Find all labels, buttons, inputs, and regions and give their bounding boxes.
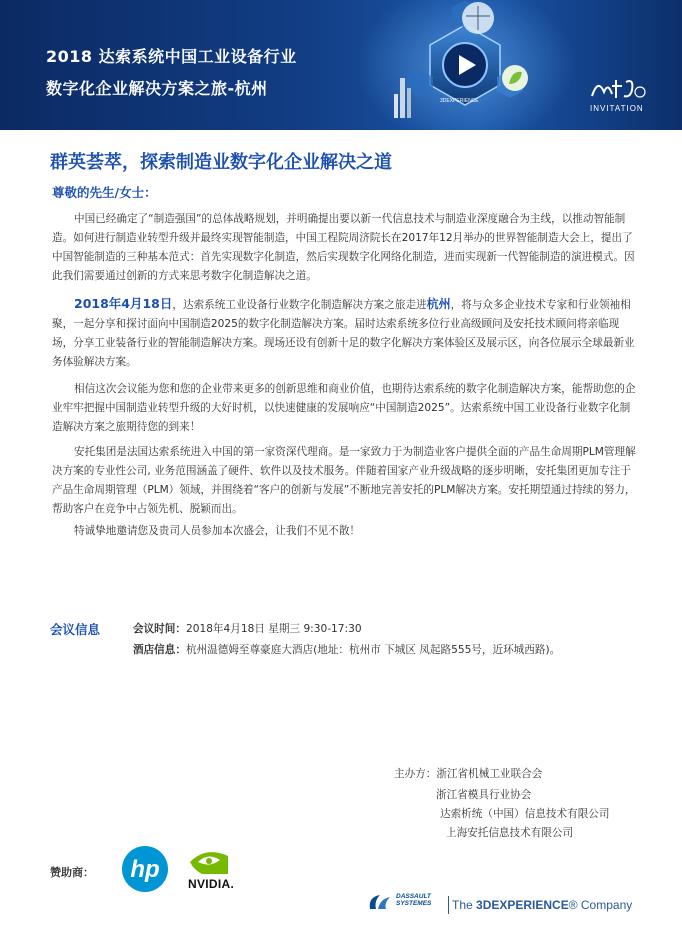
event-city: 杭州 [426,297,451,311]
svg-text:3DEXPERIENCE: 3DEXPERIENCE [440,98,479,104]
organizer-3: 达索析统（中国）信息技术有限公司 [440,808,610,820]
paragraph-antuo: 安托集团是法国达索系统进入中国的第一家资深代理商。是一家致力于为制造业客户提供全面的产品生命周期PLM管理解决方案的专业性公司, 业务范围涵盖了硬件、软件以及技术服务。伴随着国家产业升级战略的逐步明晰，安托集团更加专注于产品生命周期管理（PLM）领域，并围绕着“客户的创新与发展”不断地完善安托的PLM解决方案。安托期望通过持续的努力，帮助客户在竞争中占领先机、脱颖而出。 [52,446,636,515]
nvidia-eye-icon [188,846,234,876]
paragraph-intro: 中国已经确定了“制造强国”的总体战略规划，并明确提出要以新一代信息技术与制造业深度融合为主线，以推动智能制造。如何进行制造业转型升级并最终实现智能制造，中国工程院周济院长在2017年12月举办的世界智能制造大会上，提出了中国智能制造的三种基本范式：首先实现数字化制造，然后实现数字化网络化制造，进而实现新一代智能制造的演进模式。因此我们需要通过创新的方式来思考数字化制造解决之道。 [52,213,635,282]
nvidia-wordmark: NVIDIA. [188,877,235,891]
sponsors-label: 赞助商： [50,866,94,879]
meeting-info-label: 会议信息 [50,622,101,637]
paragraph-invite: 特诚挚地邀请您及贵司人员参加本次盛会，让我们不见不散！ [74,525,361,537]
paragraph-event [52,294,636,372]
salutation: 尊敬的先生/女士： [52,185,157,200]
dassault-tagline [452,898,632,912]
dassault-line1: DASSAULT [396,893,431,900]
organizer-4: 上海安托信息技术有限公司 [446,827,574,839]
meeting-hotel-value: 杭州温德姆至尊豪庭大酒店(地址：杭州市 下城区 凤起路555号，近环城西路)。 [185,644,561,656]
logo-divider [448,896,449,914]
event-text-b: ，将与众多企业技术专家和行业领袖相聚，一起分享和探讨面向中国制造2025的数字化制造解决方案。届时达索系统多位行业高级顾问及安托技术顾问将亲临现场，分享工业装备行业的智能制造解决方案。现场还设有创新十足的数字化解决方案体验区及展示区，向各位展示全球最新业务体验解决方案。 [52,299,635,368]
tagline-pre: The [452,898,477,912]
meeting-hotel [133,642,560,657]
meeting-time-label: 会议时间： [133,623,186,635]
organizer-2: 浙江省模具行业协会 [436,789,532,801]
meeting-hotel-label: 酒店信息： [133,644,186,656]
meeting-time [133,621,362,636]
tagline-post: ® Company [568,898,633,912]
hp-logo-icon [121,845,169,893]
header-banner [0,0,682,130]
tagline-brand: 3DEXPERIENCE [476,898,569,912]
paragraph-value: 相信这次会议能为您和您的企业带来更多的创新思维和商业价值，也期待达索系统的数字化制造解决方案，能帮助您的企业牢牢把握中国制造业转型升级的大好时机，以快速健康的发展响应“中国制造2025”。达索系统中国工业设备行业数字化制造解决方案之旅期待您的到来！ [52,383,636,433]
page-title: 群英荟萃，探索制造业数字化企业解决之道 [50,152,392,173]
organizer-host: 主办方：浙江省机械工业联合会 [394,768,543,780]
dassault-systemes-logo-icon [366,891,394,913]
banner-title-line1: 2018 达索系统中国工业设备行业 [46,47,297,66]
meeting-time-value: 2018年4月18日 星期三 9:30-17:30 [185,623,362,635]
banner-title-line2: 数字化企业解决方案之旅-杭州 [46,79,268,98]
event-date: 2018年4月18日 [74,296,173,311]
dassault-wordmark [396,893,431,907]
event-text-a: ，达索系统工业设备行业数字化制造解决方案之旅走进 [172,299,427,311]
dassault-line2: SYSTEMES [396,900,432,907]
svg-text:hp: hp [130,856,160,883]
invitation-label: INVITATION [590,104,644,113]
invitation-calligraphy-icon [588,74,648,104]
